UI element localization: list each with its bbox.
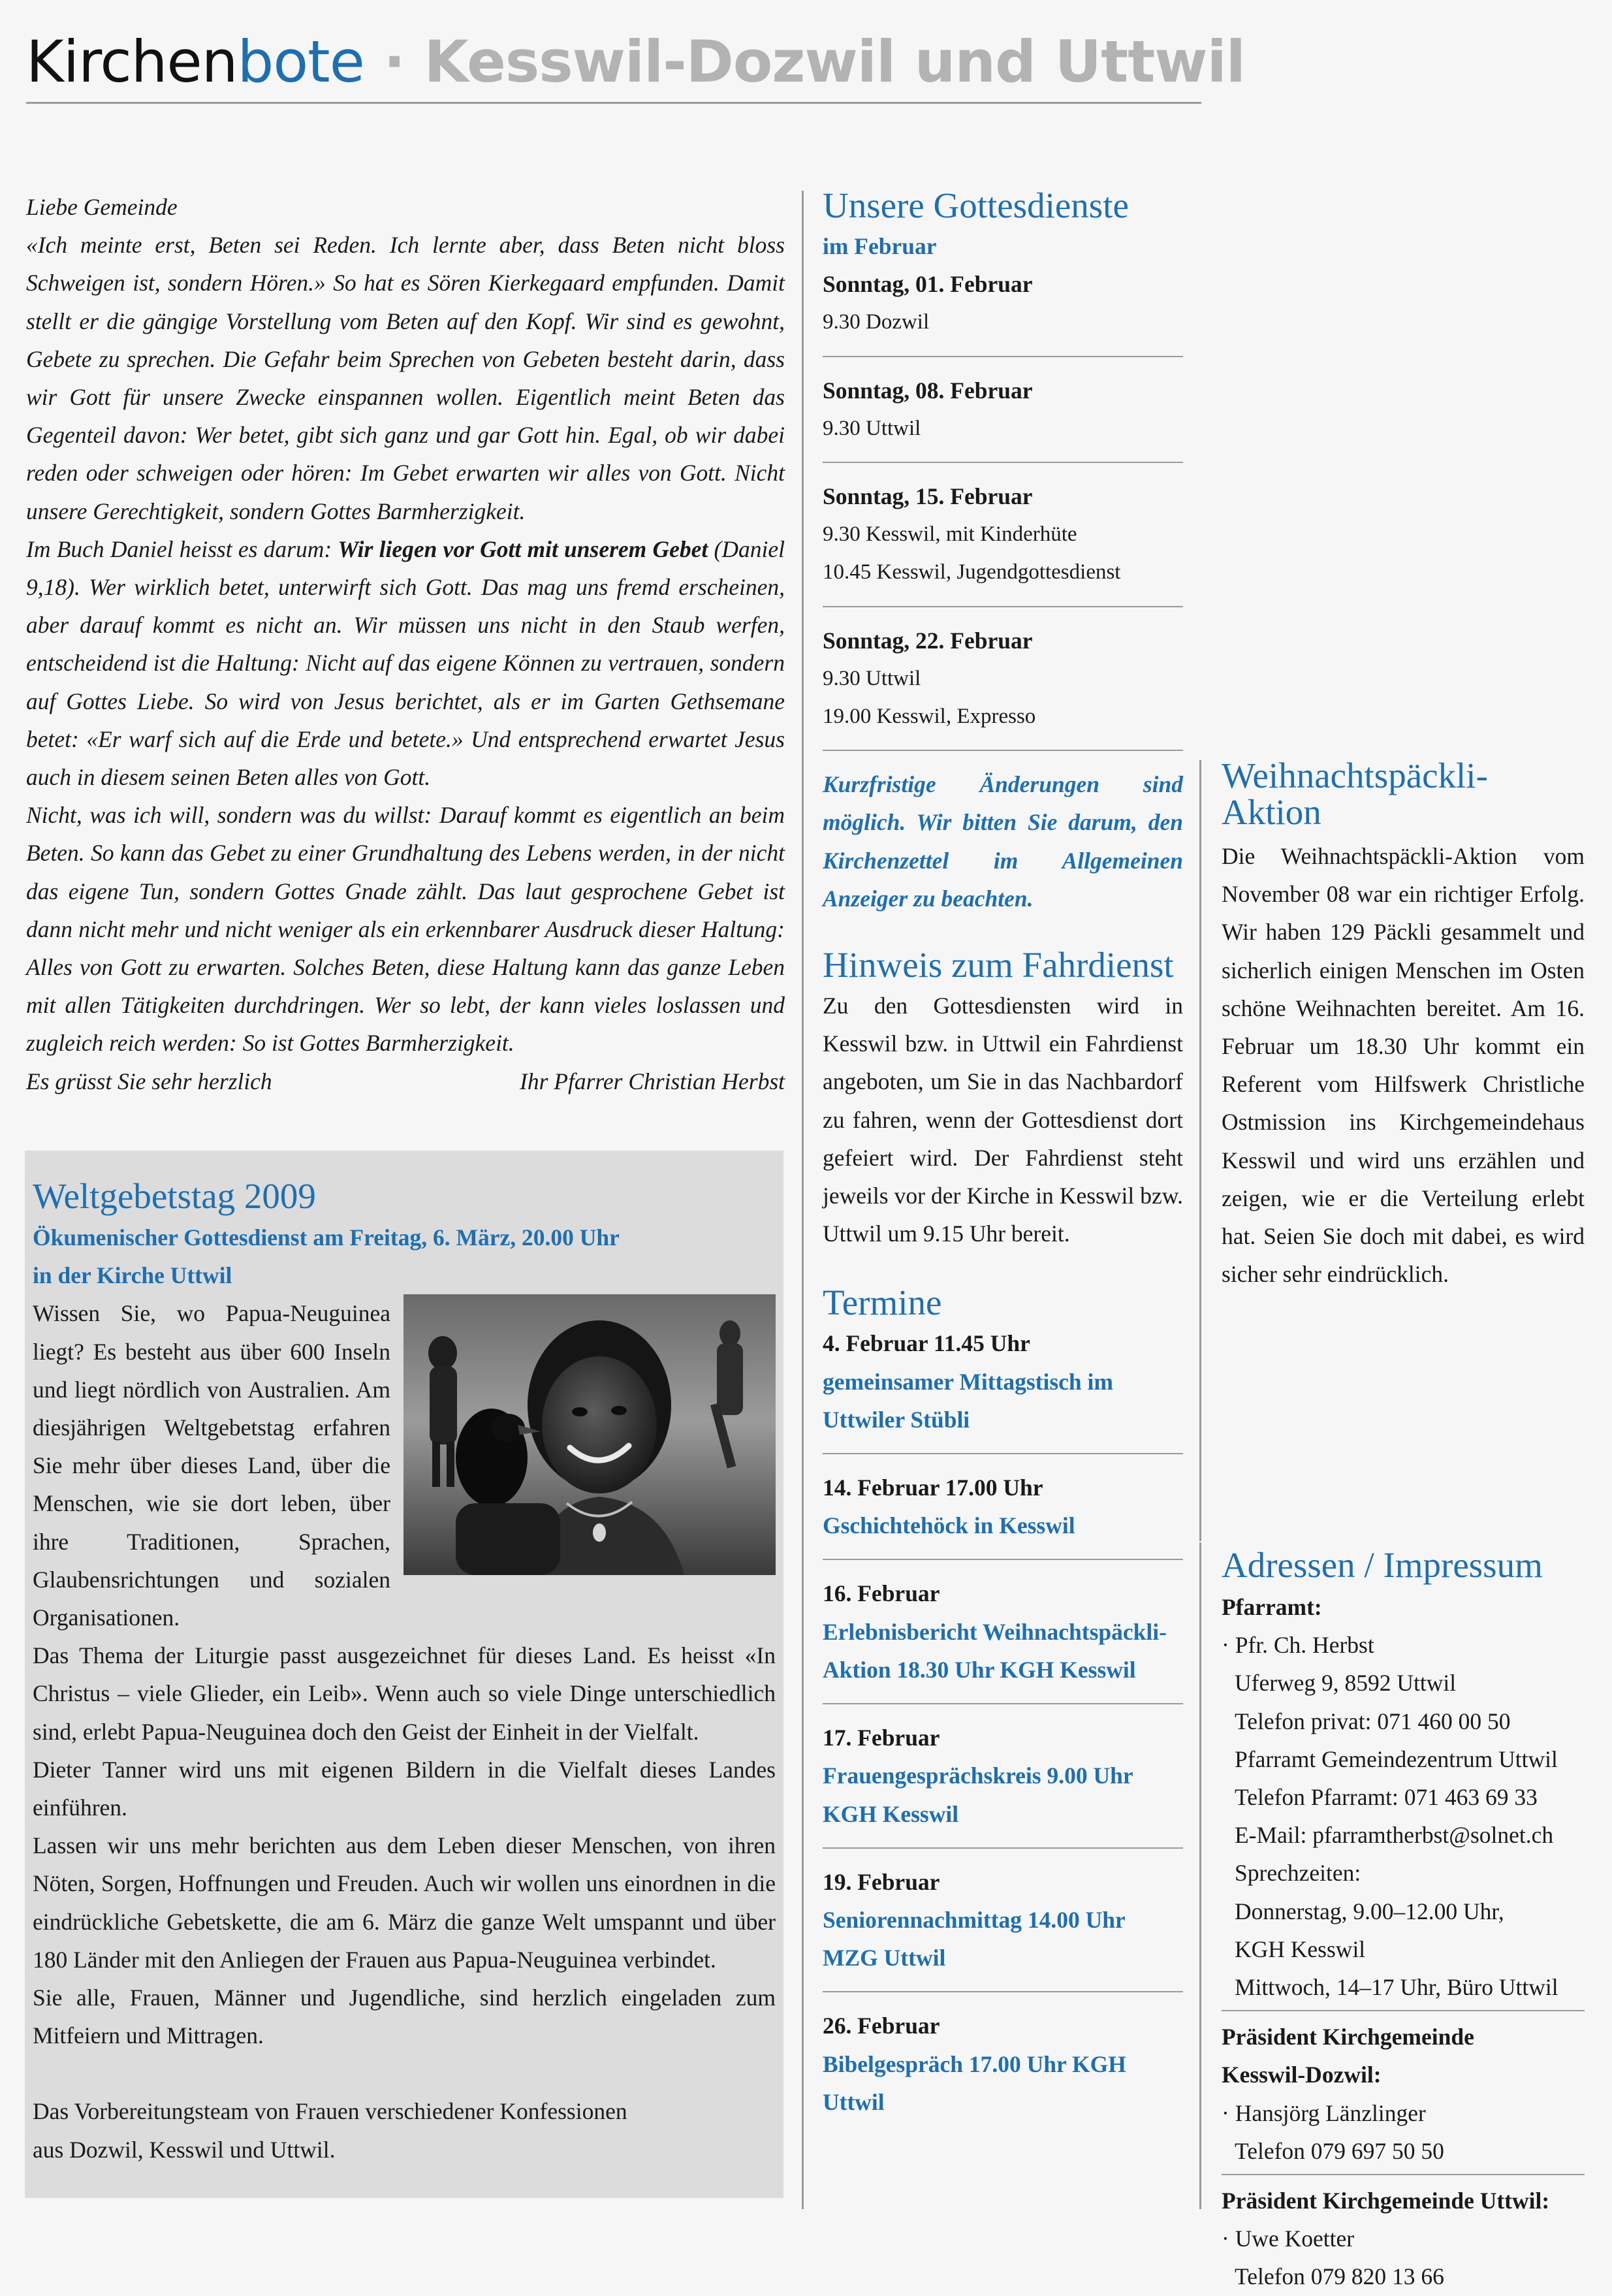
service-time: 9.30 Uttwil bbox=[823, 666, 921, 690]
masthead-title bbox=[26, 26, 1245, 98]
services-note: Kurzfristige Änderungen sind möglich. Wir bitten Sie darum, den Kirchenzettel im Allgemeinen Anzeiger zu beachten. bbox=[823, 771, 1183, 912]
pfarramt-line: KGH Kesswil bbox=[1235, 1936, 1366, 1962]
adressen-section bbox=[1222, 1542, 1585, 2296]
weltgebetstag-team-1: Das Vorbereitungsteam von Frauen verschiedener Konfessionen bbox=[33, 2098, 627, 2125]
termin-item bbox=[823, 1863, 1183, 1977]
services-column bbox=[823, 184, 1183, 2121]
termin-item bbox=[823, 1324, 1183, 1439]
fahrdienst-title: Hinweis zum Fahrdienst bbox=[823, 945, 1174, 985]
weltgebetstag-content bbox=[33, 1174, 776, 2169]
weltgebetstag-team-2: aus Dozwil, Kesswil und Uttwil. bbox=[33, 2136, 336, 2163]
divider bbox=[823, 750, 1183, 751]
pfarramt-line: Telefon privat: 071 460 00 50 bbox=[1235, 1708, 1511, 1734]
masthead-separator: · bbox=[364, 28, 424, 95]
termin-item bbox=[823, 2007, 1183, 2121]
service-day-2 bbox=[823, 372, 1183, 447]
service-day-label: Sonntag, 01. Februar bbox=[823, 271, 1033, 298]
letter-p2-end: (Daniel 9,18). Wer wirklich betet, unterwirft sich Gott. Das mag uns fremd erscheinen, aber darauf kommt es nicht an. Wir müssen uns nicht in den Staub werfen, entscheidend ist die Haltung: Nicht auf das eigene Können zu vertrauen, sondern auf Gottes Liebe. So wird von Jesus berichtet, als er im Garten Gethsemane betet: «Er warf sich auf die Erde und betete.» Und entsprechend erwartet Jesus auch in diesem seinen Beten alles von Gott. bbox=[26, 535, 785, 791]
termin-text: Frauengesprächskreis 9.00 Uhr KGH Kesswil bbox=[823, 1762, 1133, 1827]
termin-item bbox=[823, 1469, 1183, 1544]
weltgebetstag-subtitle-2: in der Kirche Uttwil bbox=[33, 1262, 232, 1289]
pastor-letter bbox=[26, 188, 785, 1100]
service-day-4 bbox=[823, 622, 1183, 736]
pfarramt-label: Pfarramt: bbox=[1222, 1594, 1322, 1620]
praesident-1-name: · Hansjörg Länzlinger bbox=[1222, 2099, 1426, 2126]
adressen-title: Adressen / Impressum bbox=[1222, 1545, 1543, 1585]
service-time: 9.30 Dozwil bbox=[823, 310, 930, 334]
divider bbox=[823, 1703, 1183, 1704]
divider bbox=[823, 462, 1183, 463]
termin-item bbox=[823, 1574, 1183, 1689]
service-time: 19.00 Kesswil, Expresso bbox=[823, 705, 1036, 729]
termine-title: Termine bbox=[823, 1283, 942, 1323]
brand-kirchen: Kirchen bbox=[26, 28, 238, 95]
child-with-bird-photo bbox=[403, 1294, 776, 1575]
service-time: 9.30 Uttwil bbox=[823, 416, 921, 440]
photo-illustration bbox=[403, 1294, 776, 1575]
pfarramt-line: Sprechzeiten: bbox=[1235, 1860, 1361, 1887]
divider bbox=[1222, 2174, 1585, 2175]
weltgebetstag-paragraph-5: Sie alle, Frauen, Männer und Jugendliche, sind herzlich eingeladen zum Mitfeiern und Mittragen. bbox=[33, 1985, 776, 2049]
paeckli-text: Die Weihnachtspäckli-Aktion vom November 08 war ein richtiger Erfolg. Wir haben 129 Päckli gesammelt und sicherlich einigen Menschen im Osten schöne Weihnachten bereitet. Am 16. Februar um 18.30 Uhr kommt ein Referent vom Hilfswerk Christliche Ostmission ins Kirchgemeindehaus Kesswil und wird uns erzählen und zeigen, wie er die Verteilung erlebt hat. Seien Sie doch mit dabei, es wird sicher sehr eindrücklich. bbox=[1222, 843, 1585, 1288]
services-month: im Februar bbox=[823, 233, 937, 259]
service-day-label: Sonntag, 08. Februar bbox=[823, 377, 1033, 404]
fahrdienst-text: Zu den Gottesdiensten wird in Kesswil bzw. in Uttwil ein Fahrdienst angeboten, um Sie in das Nachbardorf zu fahren, wenn der Gottesdienst dort gefeiert wird. Der Fahrdienst steht jeweils vor der Kirche in Kesswil bzw. Uttwil um 9.15 Uhr bereit. bbox=[823, 993, 1183, 1247]
pfarramt-line: · Pfr. Ch. Herbst bbox=[1222, 1632, 1374, 1659]
column-divider-3 bbox=[1199, 1542, 1201, 2209]
parish-name: Kesswil-Dozwil und Uttwil bbox=[424, 28, 1245, 95]
weltgebetstag-paragraph-4: Lassen wir uns mehr berichten aus dem Leben dieser Menschen, von ihren Nöten, Sorgen, Hoffnungen und Freuden. Auch wir wollen uns einordnen in die eindrückliche Gebetskette, die am 6. März die ganze Welt umspannt und über 180 Länder mit den Anliegen der Frauen aus Papua-Neuguinea verbindet. bbox=[33, 1832, 776, 1973]
weltgebetstag-subtitle-1: Ökumenischer Gottesdienst am Freitag, 6. März, 20.00 Uhr bbox=[33, 1224, 620, 1251]
pfarramt-line: Mittwoch, 14–17 Uhr, Büro Uttwil bbox=[1235, 1974, 1558, 2001]
divider bbox=[823, 356, 1183, 357]
letter-closing: Es grüsst Sie sehr herzlich bbox=[26, 1068, 272, 1094]
termin-date: 17. Februar bbox=[823, 1725, 940, 1751]
praesident-1-label: Präsident Kirchgemeinde bbox=[1222, 2024, 1474, 2050]
service-time: 10.45 Kesswil, Jugendgottesdienst bbox=[823, 560, 1121, 584]
termin-text: Erlebnisbericht Weihnachtspäckli-Aktion 18.30 Uhr KGH Kesswil bbox=[823, 1618, 1167, 1683]
praesident-1-label-2: Kesswil-Dozwil: bbox=[1222, 2062, 1382, 2088]
termin-date: 19. Februar bbox=[823, 1868, 940, 1895]
paeckli-title-line-1: Weihnachtspäckli- bbox=[1222, 756, 1488, 795]
pfarramt-line: Donnerstag, 9.00–12.00 Uhr, bbox=[1235, 1898, 1504, 1924]
termin-text: gemeinsamer Mittagstisch im Uttwiler Stübli bbox=[823, 1368, 1113, 1433]
letter-p2-start: Im Buch Daniel heisst es darum: bbox=[26, 535, 338, 562]
pfarramt-line: Pfarramt Gemeindezentrum Uttwil bbox=[1235, 1746, 1558, 1772]
paeckli-section bbox=[1222, 757, 1585, 1293]
praesident-2-name: · Uwe Koetter bbox=[1222, 2225, 1355, 2252]
service-day-label: Sonntag, 15. Februar bbox=[823, 483, 1033, 510]
weltgebetstag-title: Weltgebetstag 2009 bbox=[33, 1176, 316, 1216]
termin-date: 26. Februar bbox=[823, 2013, 940, 2039]
divider bbox=[823, 1847, 1183, 1849]
paeckli-title-line-2: Aktion bbox=[1222, 792, 1321, 832]
column-divider-2 bbox=[1199, 760, 1201, 1541]
praesident-1-phone: Telefon 079 697 50 50 bbox=[1235, 2137, 1444, 2164]
service-day-3 bbox=[823, 477, 1183, 592]
letter-paragraph-2 bbox=[26, 530, 785, 796]
weltgebetstag-paragraph-1: Wissen Sie, wo Papua-Neuguinea liegt? Es besteht aus über 600 Inseln und liegt nördlich von Australien. Am diesjährigen Weltgebetstag erfahren Sie mehr über dieses Land, über die Menschen, wie sie dort leben, über ihre Traditionen, Sprachen, Glaubensrichtungen und sozialen Organisationen. bbox=[33, 1300, 390, 1631]
pfarramt-line: Telefon Pfarramt: 071 463 69 33 bbox=[1235, 1784, 1538, 1811]
masthead bbox=[26, 24, 1245, 104]
termin-text: Seniorennachmittag 14.00 Uhr MZG Uttwil bbox=[823, 1906, 1126, 1971]
letter-paragraph-3: Nicht, was ich will, sondern was du willst: Darauf kommt es eigentlich an beim Beten. So kann das Gebet zu einer Grundhaltung des Lebens werden, in der nicht das eigene Tun, sondern Gottes Gnade zählt. Das laut gesprochene Gebet ist dann nicht mehr und nicht weniger als ein erkennbarer Ausdruck dieser Haltung: Alles von Gott zu erwarten. Solches Beten, diese Haltung kann das ganze Leben mit allen Tätigkeiten durchdringen. Wer so lebt, der kann vieles loslassen und zugleich reich werden: So ist Gottes Barmherzigkeit. bbox=[26, 802, 785, 1057]
weltgebetstag-box bbox=[25, 1151, 783, 2198]
service-day-1 bbox=[823, 265, 1183, 341]
divider bbox=[823, 606, 1183, 607]
weltgebetstag-paragraph-3: Dieter Tanner wird uns mit eigenen Bildern in die Vielfalt dieses Landes einführen. bbox=[33, 1756, 776, 1821]
termin-date: 4. Februar 11.45 Uhr bbox=[823, 1330, 1030, 1357]
brand-bote: bote bbox=[237, 28, 364, 95]
letter-signature-row bbox=[26, 1062, 785, 1100]
praesident-2-label: Präsident Kirchgemeinde Uttwil: bbox=[1222, 2188, 1550, 2214]
letter-signature: Ihr Pfarrer Christian Herbst bbox=[520, 1068, 785, 1094]
letter-salutation: Liebe Gemeinde bbox=[26, 194, 178, 220]
pfarramt-line: Uferweg 9, 8592 Uttwil bbox=[1235, 1670, 1457, 1697]
service-time: 9.30 Kesswil, mit Kinderhüte bbox=[823, 522, 1077, 547]
termin-item bbox=[823, 1719, 1183, 1833]
termin-date: 16. Februar bbox=[823, 1580, 940, 1607]
letter-p2-quote: Wir liegen vor Gott mit unserem Gebet bbox=[338, 535, 708, 562]
divider bbox=[1222, 2010, 1585, 2011]
termin-text: Gschichtehöck in Kesswil bbox=[823, 1512, 1075, 1539]
termin-date: 14. Februar 17.00 Uhr bbox=[823, 1475, 1043, 1501]
praesident-2-phone: Telefon 079 820 13 66 bbox=[1235, 2263, 1444, 2290]
divider bbox=[823, 1991, 1183, 1992]
pfarramt-line: E-Mail: pfarramtherbst@solnet.ch bbox=[1235, 1822, 1554, 1849]
column-divider-1 bbox=[802, 191, 804, 2209]
divider bbox=[823, 1559, 1183, 1560]
weltgebetstag-paragraph-2: Das Thema der Liturgie passt ausgezeichnet für dieses Land. Es heisst «In Christus – viele Glieder, ein Leib». Wenn auch so viele Dinge unterschiedlich sind, erlebt Papua-Neuguinea doch den Geist der Einheit in der Vielfalt. bbox=[33, 1642, 776, 1745]
service-day-label: Sonntag, 22. Februar bbox=[823, 627, 1033, 654]
letter-paragraph-1: «Ich meinte erst, Beten sei Reden. Ich lernte aber, dass Beten nicht bloss Schweigen ist, sondern Hören.» So hat es Sören Kierkegaard empfunden. Damit stellt er die gängige Vorstellung vom Beten auf den Kopf. Wir sind es gewohnt, Gebete zu sprechen. Die Gefahr beim Sprechen von Gebeten besteht darin, dass wir Gott für unsere Zwecke einspannen wollen. Eigentlich meint Beten das Gegenteil davon: Wer betet, gibt sich ganz und gar Gott hin. Egal, ob wir dabei reden oder schweigen oder hören: Im Gebet erwarten wir alles von Gott. Nicht unsere Gerechtigkeit, sondern Gottes Barmherzigkeit. bbox=[26, 232, 785, 524]
divider bbox=[823, 1453, 1183, 1454]
termin-text: Bibelgespräch 17.00 Uhr KGH Uttwil bbox=[823, 2050, 1126, 2115]
services-title: Unsere Gottesdienste bbox=[823, 185, 1129, 225]
